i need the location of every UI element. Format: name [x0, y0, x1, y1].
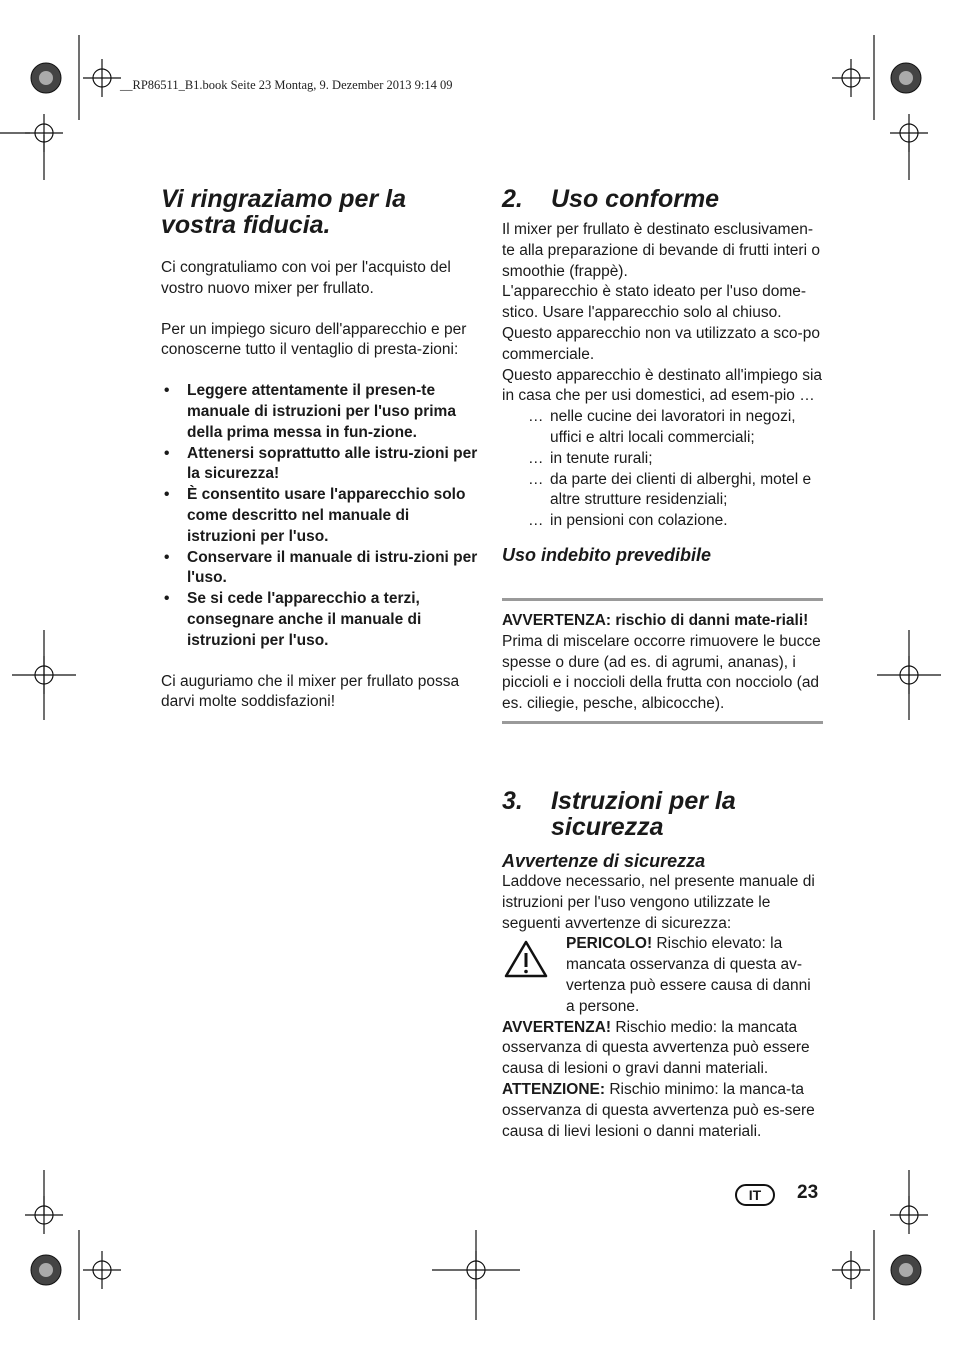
paragraph: Questo apparecchio non va utilizzato a sco-po commerciale.: [502, 324, 820, 363]
language-badge: IT: [735, 1184, 775, 1206]
danger-notice: [502, 934, 823, 1017]
list-item: • Attenersi soprattutto alle istru-zioni per la sicurezza!: [161, 444, 479, 486]
danger-label: PERICOLO!: [566, 935, 653, 953]
page-number: 23: [797, 1182, 819, 1203]
section-title: Uso conforme: [551, 185, 720, 213]
section-title: Istruzioni per la sicurezza: [551, 787, 736, 841]
caution-label: ATTENZIONE:: [502, 1080, 606, 1098]
list-item: … da parte dei clienti di alberghi, motel e altre strutture residenziali;: [528, 470, 823, 512]
warning-label: AVVERTENZA!: [502, 1018, 612, 1036]
caution-notice: [502, 1080, 823, 1142]
danger-text: Rischio elevato: la mancata osservanza di questa av-vertenza può essere causa di danni a persone.: [566, 935, 811, 1015]
misuse-heading: Uso indebito prevedibile: [502, 544, 712, 565]
paragraph: Il mixer per frullato è destinato esclusivamen-te alla preparazione di bevande di frutti interi o smoothie (frappè).: [502, 221, 820, 280]
left-column: [161, 186, 479, 713]
paragraph: Laddove necessario, nel presente manuale di istruzioni per l'uso vengono utilizzate le seguenti avvertenze di sicurezza:: [502, 873, 815, 932]
section-3-heading: [502, 788, 823, 840]
closing-paragraph: Ci auguriamo che il mixer per frullato possa darvi molte soddisfazioni!: [161, 672, 460, 711]
instruction-bullet-list: [161, 381, 479, 651]
warning-text: Prima di miscelare occorre rimuovere le bucce spesse o dure (ad es. di agrumi, ananas), i piccioli e i noccioli della frutta con nocciolo (ad es. ciliegie, pesche, albicocche).: [502, 632, 821, 713]
list-item: … in pensioni con colazione.: [528, 511, 823, 532]
section-3: [502, 788, 823, 1142]
thanks-title: Vi ringraziamo per la vostra fiducia.: [161, 185, 406, 239]
list-item: … in tenute rurali;: [528, 449, 823, 470]
paragraph: L'apparecchio è stato ideato per l'uso dome-stico. Usare l'apparecchio solo al chiuso.: [502, 283, 807, 322]
intro-paragraph-1: Ci congratuliamo con voi per l'acquisto del vostro nuovo mixer per frullato.: [161, 259, 451, 297]
caution-text: Rischio minimo: la manca-ta osservanza di questa avvertenza può es-sere causa di lievi lesioni o danni materiali.: [502, 1080, 815, 1140]
usage-list: [502, 407, 823, 532]
section-number: 3.: [502, 787, 523, 815]
safety-subheading: Avvertenze di sicurezza: [502, 851, 706, 871]
material-damage-warning-box: [502, 598, 823, 724]
warning-notice: [502, 1018, 823, 1080]
warning-title: AVVERTENZA: rischio di danni mate-riali!: [502, 612, 809, 629]
section-number: 2.: [502, 185, 523, 213]
list-item: • È consentito usare l'apparecchio solo come descritto nel manuale di istruzioni per l'uso.: [161, 485, 479, 547]
section-2-heading: [502, 186, 823, 212]
warning-triangle-icon: [504, 940, 548, 978]
paragraph: Questo apparecchio è destinato all'impiego sia in casa che per usi domestici, ad esem-pio …: [502, 366, 823, 405]
list-item: • Se si cede l'apparecchio a terzi, consegnare anche il manuale di istruzioni per l'uso.: [161, 589, 479, 651]
file-info-header: __RP86511_B1.book Seite 23 Montag, 9. Dezember 2013 9:14 09: [120, 78, 453, 92]
list-item: … nelle cucine dei lavoratori in negozi, uffici e altri locali commerciali;: [528, 407, 823, 449]
list-item: • Leggere attentamente il presen-te manuale di istruzioni per l'uso prima della prima messa in fun-zione.: [161, 381, 479, 443]
intro-paragraph-2: Per un impiego sicuro dell'apparecchio e per conoscerne tutto il ventaglio di presta-zioni:: [161, 320, 467, 359]
section-2: [502, 186, 823, 566]
warning-notice-text: Rischio medio: la mancata osservanza di questa avvertenza può essere causa di lesioni o gravi danni materiali.: [502, 1018, 810, 1078]
list-item: • Conservare il manuale di istru-zioni per l'uso.: [161, 548, 479, 590]
